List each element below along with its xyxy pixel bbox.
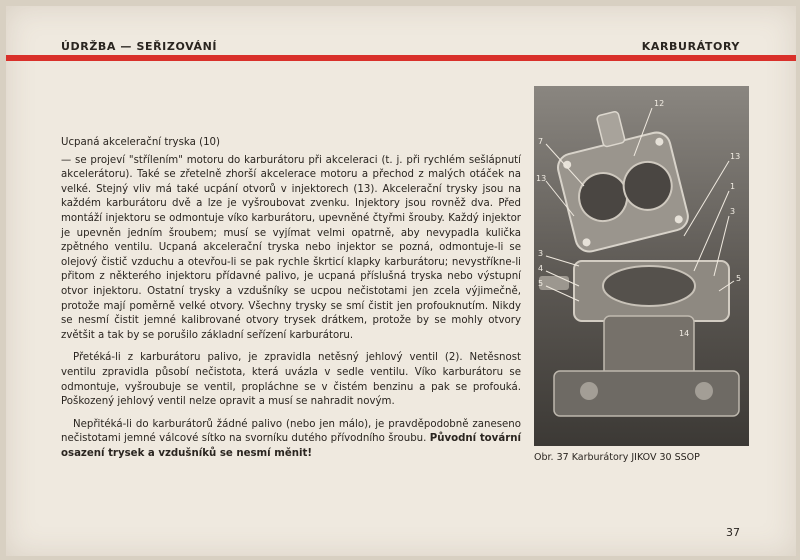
callout-label: 1: [730, 182, 736, 191]
carburetor-illustration: [534, 86, 749, 446]
callout-label: 5: [736, 274, 742, 283]
callout-label: 13: [730, 152, 741, 161]
running-header-right: KARBURÁTORY: [641, 40, 740, 53]
warning-text: Původní tovární osazení trysek a vzdušníků se nesmí měnit!: [61, 433, 521, 459]
section-title: Ucpaná akcelerační tryska (10): [61, 137, 221, 148]
callout-label: 13: [536, 174, 547, 183]
body-text: [61, 136, 521, 469]
page-number: 37: [726, 526, 740, 539]
paragraph-3-text: Nepřitéká-li do karburátorů žádné palivo (nebo jen málo), je pravděpodobně zaneseno nečistotami jemné válcové sítko na svorníku dutého přívodního šroubu.: [61, 418, 521, 445]
callout-label: 5: [538, 279, 544, 288]
callout-label: 12: [654, 99, 665, 108]
carburetor-photo: [534, 86, 749, 446]
paragraph-1: — se projeví "střílením" motoru do karburátoru při akceleraci (t. j. při rychlém sešlápnutí akcelerátoru). Také se zřetelně zhorší akcelerace motoru a přechod z malých otáček na velké. Stejný vliv má také ucpání otvorů v injektorech (13). Akcelerační trysky jsou na každém karburátoru dvě a lze je vyšroubovat zvenku. Injektory jsou rovněž dva. Před montáží injektoru se odmontuje víko karburátoru, upevněné čtyřmi šrouby. Každý injektor je upevněn jedním šroubem; musí se vyjímat velmi opatrně, aby nevypadla kulička zpětného ventilu. Ucpaná akcelerační tryska nebo injektor se pozná, odmontuje-li se olejový čistič vzduchu a otevřou-li se pak rychle škrticí klapky karburátoru; nevystříkne-li přitom z některého injektoru přídavné palivo, je ucpaná příslušná tryska nebo výstupní otvor injektoru. Ostatní trysky a vzdušníky se ucpou nečistotami jen zcela výjimečně, protože mají poměrně velké otvory. Všechny trysky se smí čistit jen profouknutím. Nikdy se nesmí čistit jemné kalibrované otvory trysek drátkem, protože by se mohly otvory zvětšit a tak by se porušilo základní seřízení karburátoru.: [61, 154, 521, 341]
callout-label: 4: [538, 264, 544, 273]
figure-caption: Obr. 37 Karburátory JIKOV 30 SSOP: [534, 452, 700, 463]
book-page: [6, 6, 796, 556]
callout-label: 3: [730, 207, 736, 216]
callout-label: 3: [538, 249, 544, 258]
callout-label: 14: [679, 329, 690, 338]
header-red-rule: [6, 55, 796, 61]
paragraph-2: Přetéká-li z karburátoru palivo, je zpravidla netěsný jehlový ventil (2). Netěsnost ventilu zpravidla působí nečistota, která uvázla v sedle ventilu. Víko karburátoru se odmontuje, vyšroubuje se ventil, propláchne se v čistém benzinu a pak se profouká. Poškozený jehlový ventil nelze opravit a musí se nahradit novým.: [61, 352, 521, 408]
running-header-left: ÚDRŽBA — SEŘIZOVÁNÍ: [61, 40, 218, 53]
callout-label: 7: [538, 137, 544, 146]
paragraph-3: [61, 418, 521, 462]
